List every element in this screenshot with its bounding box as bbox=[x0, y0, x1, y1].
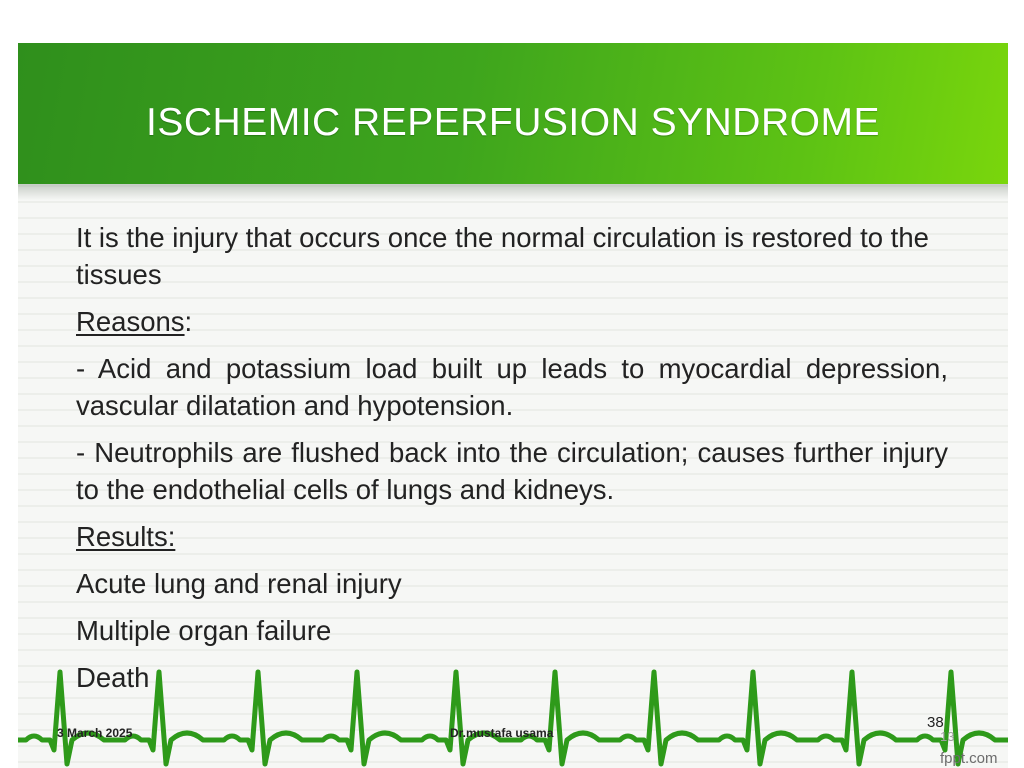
intro-text: It is the injury that occurs once the normal circulation is restored to the tissues bbox=[76, 222, 929, 290]
reason-item: - Neutrophils are flushed back into the circulation; causes further injury to the endothelial cells of lungs and kidneys. bbox=[76, 437, 948, 505]
reasons-heading-line bbox=[76, 303, 948, 340]
reasons-colon: : bbox=[184, 306, 193, 337]
reasons-heading: Reasons bbox=[76, 306, 185, 337]
results-heading: Results: bbox=[76, 521, 176, 552]
results-heading-line bbox=[76, 518, 948, 555]
page-number: 38 bbox=[927, 714, 944, 731]
image-slide-number: 13 bbox=[940, 729, 955, 744]
reason-item: - Acid and potassium load built up leads to myocardial depression, vascular dilatation and hypotension. bbox=[76, 353, 948, 421]
banner-shadow bbox=[18, 184, 1008, 200]
result-item: Acute lung and renal injury bbox=[76, 568, 402, 599]
ecg-wave-decoration bbox=[18, 658, 1008, 768]
slide-body bbox=[76, 219, 948, 706]
result-item: Death bbox=[76, 662, 150, 693]
footer-author: Dr.mustafa usama bbox=[450, 726, 554, 740]
result-item: Multiple organ failure bbox=[76, 615, 332, 646]
slide-title: ISCHEMIC REPERFUSION SYNDROME bbox=[146, 101, 880, 144]
ecg-wave-line bbox=[18, 672, 1008, 764]
slide-image bbox=[18, 43, 1008, 768]
watermark: fppt.com bbox=[940, 750, 998, 767]
footer-date: 3 March 2025 bbox=[57, 726, 133, 740]
